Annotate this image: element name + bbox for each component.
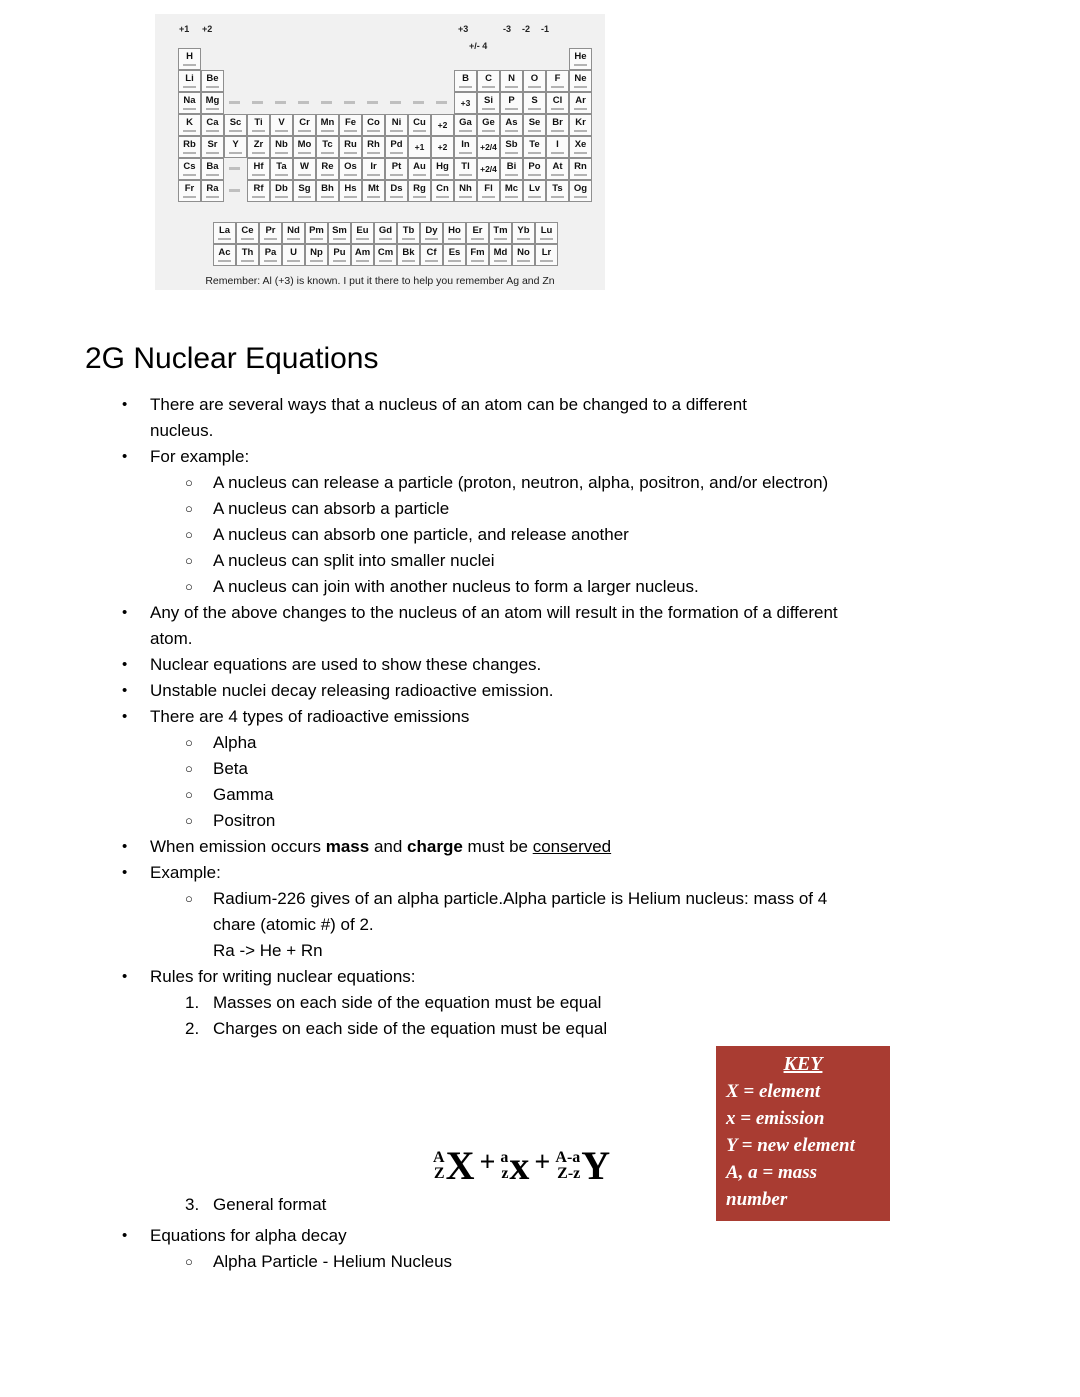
element-cell: Si xyxy=(477,92,500,114)
empty-cell xyxy=(408,70,431,92)
charge-label: -2 xyxy=(522,24,531,34)
element-cell: La xyxy=(213,222,236,244)
empty-cell xyxy=(362,70,385,92)
list-text: Beta xyxy=(213,759,248,778)
list-bullet: • xyxy=(122,968,128,985)
list-bullet: ○ xyxy=(185,891,193,906)
list-item xyxy=(85,496,925,522)
element-cell: Fr xyxy=(178,180,201,202)
element-cell: Es xyxy=(443,244,466,266)
element-cell: Ce xyxy=(236,222,259,244)
marker-cell xyxy=(224,180,247,202)
empty-cell xyxy=(316,70,339,92)
element-cell: Ar xyxy=(569,92,592,114)
element-cell: Mo xyxy=(293,136,316,158)
element-cell: F xyxy=(546,70,569,92)
element-cell: Mc xyxy=(500,180,523,202)
element-cell: No xyxy=(512,244,535,266)
list-item xyxy=(85,1016,925,1042)
list-bullet: ○ xyxy=(185,475,193,490)
marker-cell xyxy=(431,92,454,114)
marker-cell xyxy=(385,92,408,114)
list-bullet xyxy=(185,938,213,964)
bullet-list-2 xyxy=(85,1192,925,1275)
element-cell: Be xyxy=(201,70,224,92)
list-text: Charges on each side of the equation must be equal xyxy=(213,1019,608,1038)
element-cell: Cn xyxy=(431,180,454,202)
element-cell: K xyxy=(178,114,201,136)
list-bullet: • xyxy=(122,864,128,881)
empty-cell xyxy=(454,48,477,70)
list-item xyxy=(85,1249,925,1275)
periodic-grid xyxy=(178,48,592,202)
list-item xyxy=(85,704,925,730)
list-bullet: • xyxy=(122,708,128,725)
element-cell: Dy xyxy=(420,222,443,244)
list-bullet: ○ xyxy=(185,579,193,594)
marker-cell xyxy=(293,92,316,114)
element-cell: Se xyxy=(523,114,546,136)
list-item xyxy=(85,964,925,990)
periodic-table-caption: Remember: Al (+3) is known. I put it there to help you remember Ag and Zn xyxy=(205,275,555,287)
element-cell: Nb xyxy=(270,136,293,158)
empty-cell xyxy=(339,48,362,70)
charge-cell: +2 xyxy=(431,136,454,158)
element-cell: Ne xyxy=(569,70,592,92)
element-cell: Rn xyxy=(569,158,592,180)
list-item xyxy=(85,652,925,678)
empty-cell xyxy=(270,70,293,92)
element-cell: Yb xyxy=(512,222,535,244)
marker-cell xyxy=(362,92,385,114)
list-item xyxy=(85,574,925,600)
list-text: Equations for alpha decay xyxy=(150,1226,347,1245)
charge-label: +3 xyxy=(458,24,469,34)
charge-label: +/- 4 xyxy=(469,41,488,51)
list-item xyxy=(85,990,925,1016)
list-text: A nucleus can join with another nucleus to form a larger nucleus. xyxy=(213,577,699,596)
list-bullet: ○ xyxy=(185,787,193,802)
plus-operator: + xyxy=(479,1147,496,1178)
empty-cell xyxy=(408,48,431,70)
element-cell: Sc xyxy=(224,114,247,136)
list-text: Masses on each side of the equation must be equal xyxy=(213,993,602,1012)
element-cell: Db xyxy=(270,180,293,202)
element-cell: He xyxy=(569,48,592,70)
element-cell: Rb xyxy=(178,136,201,158)
list-item xyxy=(85,756,925,782)
list-bullet: ○ xyxy=(185,761,193,776)
element-cell: Cs xyxy=(178,158,201,180)
element-cell: Ba xyxy=(201,158,224,180)
list-text: There are 4 types of radioactive emissions xyxy=(150,707,470,726)
element-cell: Eu xyxy=(351,222,374,244)
element-cell: N xyxy=(500,70,523,92)
equation-term: A-a Z-z Y xyxy=(555,1143,611,1188)
element-cell: P xyxy=(500,92,523,114)
element-cell: S xyxy=(523,92,546,114)
list-text: A nucleus can release a particle (proton, neutron, alpha, positron, and/or electron) xyxy=(213,473,829,492)
element-cell: Cf xyxy=(420,244,443,266)
element-cell: Rh xyxy=(362,136,385,158)
empty-cell xyxy=(270,48,293,70)
list-text: Alpha xyxy=(213,733,257,752)
element-cell: Pa xyxy=(259,244,282,266)
element-cell: Ds xyxy=(385,180,408,202)
element-cell: Co xyxy=(362,114,385,136)
element-cell: In xyxy=(454,136,477,158)
element-cell: Ca xyxy=(201,114,224,136)
list-text: Gamma xyxy=(213,785,274,804)
element-cell: Th xyxy=(236,244,259,266)
empty-cell xyxy=(339,70,362,92)
element-cell: Er xyxy=(466,222,489,244)
element-cell: Ta xyxy=(270,158,293,180)
list-item xyxy=(85,782,925,808)
list-item xyxy=(85,730,925,756)
element-cell: Ti xyxy=(247,114,270,136)
element-cell: Hf xyxy=(247,158,270,180)
list-bullet: • xyxy=(122,448,128,465)
bullet-list xyxy=(85,392,925,1042)
list-item xyxy=(85,470,925,496)
element-cell: Ge xyxy=(477,114,500,136)
element-cell: Rg xyxy=(408,180,431,202)
empty-cell xyxy=(362,48,385,70)
element-cell: Li xyxy=(178,70,201,92)
element-cell: I xyxy=(546,136,569,158)
element-cell: Sb xyxy=(500,136,523,158)
element-cell: Te xyxy=(523,136,546,158)
empty-cell xyxy=(247,48,270,70)
element-cell: V xyxy=(270,114,293,136)
empty-cell xyxy=(431,48,454,70)
element-cell: Bi xyxy=(500,158,523,180)
element-cell: W xyxy=(293,158,316,180)
element-cell: C xyxy=(477,70,500,92)
list-number: 2. xyxy=(185,1019,200,1038)
element-cell: Au xyxy=(408,158,431,180)
element-cell: Br xyxy=(546,114,569,136)
list-bullet: ○ xyxy=(185,553,193,568)
list-text: Any of the above changes to the nucleus of an atom will result in the formation of a different atom. xyxy=(150,603,838,648)
element-cell: Ru xyxy=(339,136,362,158)
empty-cell xyxy=(293,48,316,70)
element-cell: Pm xyxy=(305,222,328,244)
charge-label: +2 xyxy=(202,24,213,34)
element-cell: Lv xyxy=(523,180,546,202)
list-bullet: ○ xyxy=(185,1254,193,1269)
list-item xyxy=(85,1223,925,1249)
element-cell: Po xyxy=(523,158,546,180)
empty-cell xyxy=(316,48,339,70)
lanthanide-actinide-grid xyxy=(213,222,558,266)
charge-label: -3 xyxy=(503,24,512,34)
marker-cell xyxy=(316,92,339,114)
element-cell: Os xyxy=(339,158,362,180)
element-cell: U xyxy=(282,244,305,266)
list-item xyxy=(85,678,925,704)
element-cell: Np xyxy=(305,244,328,266)
list-item xyxy=(85,548,925,574)
element-cell: Cr xyxy=(293,114,316,136)
list-bullet: • xyxy=(122,604,128,621)
element-cell: Bh xyxy=(316,180,339,202)
key-line: Y = new element xyxy=(726,1135,855,1156)
empty-cell xyxy=(431,70,454,92)
key-line: x = emission xyxy=(726,1108,825,1129)
charge-cell: +3 xyxy=(454,92,477,114)
list-item xyxy=(85,938,925,964)
element-cell: O xyxy=(523,70,546,92)
list-bullet: • xyxy=(122,838,128,855)
element-cell: As xyxy=(500,114,523,136)
list-text: Unstable nuclei decay releasing radioactive emission. xyxy=(150,681,554,700)
empty-cell xyxy=(293,70,316,92)
list-text: Positron xyxy=(213,811,276,830)
element-cell: Tb xyxy=(397,222,420,244)
element-cell: Ra xyxy=(201,180,224,202)
element-cell: Nh xyxy=(454,180,477,202)
list-bullet: • xyxy=(122,682,128,699)
empty-cell xyxy=(201,48,224,70)
charge-label: +1 xyxy=(179,24,190,34)
element-cell: Cu xyxy=(408,114,431,136)
charge-cell: +2/4 xyxy=(477,158,500,180)
element-cell: Cl xyxy=(546,92,569,114)
marker-cell xyxy=(224,92,247,114)
element-cell: Pd xyxy=(385,136,408,158)
element-cell: Fl xyxy=(477,180,500,202)
list-item xyxy=(85,886,925,938)
element-cell: Gd xyxy=(374,222,397,244)
list-text: Nuclear equations are used to show these changes. xyxy=(150,655,542,674)
element-cell: H xyxy=(178,48,201,70)
marker-cell xyxy=(247,92,270,114)
list-item xyxy=(85,444,925,470)
list-text: A nucleus can absorb a particle xyxy=(213,499,450,518)
key-line: A, a = mass number xyxy=(726,1162,818,1210)
element-cell: Mn xyxy=(316,114,339,136)
list-bullet: ○ xyxy=(185,813,193,828)
empty-cell xyxy=(224,70,247,92)
periodic-table-image xyxy=(155,14,605,290)
element-cell: Xe xyxy=(569,136,592,158)
list-text: Alpha Particle - Helium Nucleus xyxy=(213,1252,453,1271)
key-title: KEY xyxy=(783,1053,823,1075)
element-cell: Zr xyxy=(247,136,270,158)
list-bullet: • xyxy=(122,1227,128,1244)
equation-term: A Z X xyxy=(433,1143,475,1188)
list-text: For example: xyxy=(150,447,250,466)
list-text: When emission occurs mass and charge must be conserved xyxy=(150,837,612,856)
element-cell: Ga xyxy=(454,114,477,136)
element-cell: Hg xyxy=(431,158,454,180)
list-item xyxy=(85,600,925,652)
list-bullet: • xyxy=(122,656,128,673)
element-cell: Lr xyxy=(535,244,558,266)
element-cell: Pt xyxy=(385,158,408,180)
list-number: 3. xyxy=(185,1195,200,1214)
element-cell: Ho xyxy=(443,222,466,244)
empty-cell xyxy=(385,70,408,92)
element-cell: At xyxy=(546,158,569,180)
list-bullet: ○ xyxy=(185,501,193,516)
list-bullet: ○ xyxy=(185,527,193,542)
empty-cell xyxy=(385,48,408,70)
element-cell: Cm xyxy=(374,244,397,266)
list-text: Ra -> He + Rn xyxy=(213,941,323,960)
element-cell: Pr xyxy=(259,222,282,244)
element-cell: Md xyxy=(489,244,512,266)
marker-cell xyxy=(408,92,431,114)
list-item xyxy=(85,522,925,548)
element-cell: Re xyxy=(316,158,339,180)
element-cell: Nd xyxy=(282,222,305,244)
element-cell: Ni xyxy=(385,114,408,136)
charge-cell: +1 xyxy=(408,136,431,158)
empty-cell xyxy=(247,70,270,92)
element-cell: Kr xyxy=(569,114,592,136)
charge-cell: +2 xyxy=(431,114,454,136)
charge-label: -1 xyxy=(541,24,550,34)
element-cell: Sg xyxy=(293,180,316,202)
empty-cell xyxy=(500,48,523,70)
charge-cell: +2/4 xyxy=(477,136,500,158)
element-cell: Og xyxy=(569,180,592,202)
equation-term: a z x xyxy=(500,1143,530,1188)
section-heading: 2G Nuclear Equations xyxy=(85,342,379,375)
element-cell: Hs xyxy=(339,180,362,202)
element-cell: Fe xyxy=(339,114,362,136)
empty-cell xyxy=(477,48,500,70)
element-cell: Sm xyxy=(328,222,351,244)
element-cell: Lu xyxy=(535,222,558,244)
nuclear-equation xyxy=(433,1143,611,1188)
list-text: A nucleus can absorb one particle, and release another xyxy=(213,525,629,544)
list-text: A nucleus can split into smaller nuclei xyxy=(213,551,495,570)
list-item xyxy=(85,860,925,886)
element-cell: Bk xyxy=(397,244,420,266)
empty-cell xyxy=(523,48,546,70)
list-text: Example: xyxy=(150,863,221,882)
element-cell: Y xyxy=(224,136,247,158)
element-cell: Rf xyxy=(247,180,270,202)
element-cell: Ts xyxy=(546,180,569,202)
list-text: Rules for writing nuclear equations: xyxy=(150,967,416,986)
element-cell: Na xyxy=(178,92,201,114)
list-text: Radium-226 gives of an alpha particle.Alpha particle is Helium nucleus: mass of 4 chare (atomic #) of 2. xyxy=(213,889,828,934)
element-cell: Tl xyxy=(454,158,477,180)
list-item xyxy=(85,808,925,834)
element-cell: Fm xyxy=(466,244,489,266)
list-item xyxy=(85,392,925,444)
element-cell: Ir xyxy=(362,158,385,180)
element-cell: Tm xyxy=(489,222,512,244)
marker-cell xyxy=(339,92,362,114)
marker-cell xyxy=(270,92,293,114)
element-cell: Ac xyxy=(213,244,236,266)
list-text: General format xyxy=(213,1195,327,1214)
list-text: There are several ways that a nucleus of an atom can be changed to a different nucleus. xyxy=(150,395,747,440)
list-number: 1. xyxy=(185,993,200,1012)
empty-cell xyxy=(546,48,569,70)
list-bullet: • xyxy=(122,396,128,413)
element-cell: B xyxy=(454,70,477,92)
list-item xyxy=(85,1192,925,1218)
plus-operator: + xyxy=(534,1147,551,1178)
empty-cell xyxy=(224,48,247,70)
element-cell: Mg xyxy=(201,92,224,114)
element-cell: Mt xyxy=(362,180,385,202)
list-bullet: ○ xyxy=(185,735,193,750)
key-line: X = element xyxy=(726,1081,821,1102)
element-cell: Am xyxy=(351,244,374,266)
list-item xyxy=(85,834,925,860)
marker-cell xyxy=(224,158,247,180)
element-cell: Sr xyxy=(201,136,224,158)
element-cell: Pu xyxy=(328,244,351,266)
element-cell: Tc xyxy=(316,136,339,158)
